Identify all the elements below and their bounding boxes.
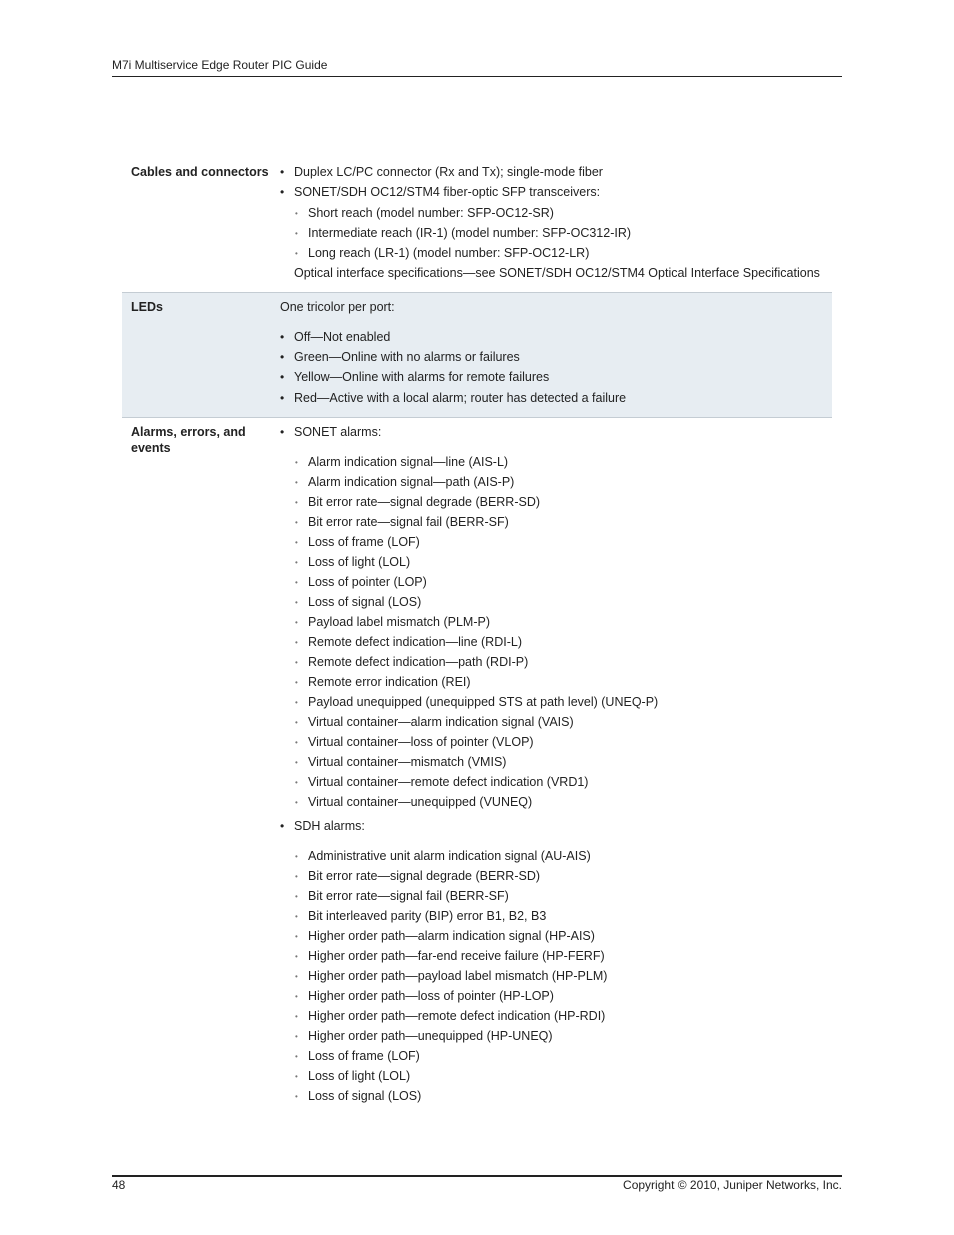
sub-list-item: • Long reach (LR-1) (model number: SFP-OC12-LR): [308, 245, 589, 261]
cables-label: Cables and connectors: [131, 165, 269, 179]
sonet-alarms-heading: • SONET alarms:: [294, 424, 381, 440]
sonet-alarm-item: • Payload unequipped (unequipped STS at path level) (UNEQ-P): [308, 694, 658, 710]
sonet-alarm-item: • Loss of light (LOL): [308, 554, 410, 570]
list-item: • Off—Not enabled: [294, 329, 390, 345]
sonet-alarm-item: • Payload label mismatch (PLM-P): [308, 614, 490, 630]
sub-list-item: • Intermediate reach (IR-1) (model number: SFP-OC312-IR): [308, 225, 631, 241]
running-header: M7i Multiservice Edge Router PIC Guide: [112, 58, 328, 72]
sdh-alarm-item: • Loss of signal (LOS): [308, 1088, 421, 1104]
sonet-alarm-item: • Virtual container—remote defect indication (VRD1): [308, 774, 588, 790]
sdh-alarm-item: • Administrative unit alarm indication signal (AU-AIS): [308, 848, 591, 864]
copyright-notice: Copyright © 2010, Juniper Networks, Inc.: [623, 1178, 842, 1192]
sonet-alarm-item: • Loss of signal (LOS): [308, 594, 421, 610]
sonet-alarm-item: • Virtual container—unequipped (VUNEQ): [308, 794, 532, 810]
cables-row: [122, 160, 832, 292]
list-item: • Red—Active with a local alarm; router has detected a failure: [294, 390, 626, 406]
sdh-alarm-item: • Higher order path—far-end receive failure (HP-FERF): [308, 948, 605, 964]
alarms-row: [122, 418, 832, 1108]
sdh-alarm-item: • Higher order path—alarm indication signal (HP-AIS): [308, 928, 595, 944]
sonet-alarm-item: • Virtual container—mismatch (VMIS): [308, 754, 506, 770]
page-number: 48: [112, 1178, 126, 1192]
sub-list-item: • Short reach (model number: SFP-OC12-SR): [308, 205, 554, 221]
sonet-alarm-item: • Remote defect indication—path (RDI-P): [308, 654, 528, 670]
list-item: • SONET/SDH OC12/STM4 fiber-optic SFP transceivers:: [294, 184, 600, 200]
alarms-label: [131, 424, 271, 456]
alarms-label-line1: Alarms, errors, and: [131, 425, 246, 439]
footer-divider: [112, 1175, 842, 1177]
sdh-alarm-item: • Loss of light (LOL): [308, 1068, 410, 1084]
leds-label: LEDs: [131, 300, 163, 314]
alarms-label-line2: events: [131, 441, 171, 455]
sdh-alarm-item: • Higher order path—payload label mismatch (HP-PLM): [308, 968, 607, 984]
sonet-alarm-item: • Loss of frame (LOF): [308, 534, 420, 550]
sonet-alarm-item: • Loss of pointer (LOP): [308, 574, 427, 590]
sonet-alarm-item: • Remote defect indication—line (RDI-L): [308, 634, 522, 650]
sdh-alarm-item: • Loss of frame (LOF): [308, 1048, 420, 1064]
sonet-alarm-item: • Virtual container—alarm indication signal (VAIS): [308, 714, 574, 730]
leds-row: [122, 292, 832, 418]
sonet-alarm-item: • Bit error rate—signal fail (BERR-SF): [308, 514, 509, 530]
list-item: • Yellow—Online with alarms for remote failures: [294, 369, 549, 385]
sdh-alarm-item: • Bit error rate—signal fail (BERR-SF): [308, 888, 509, 904]
header-divider: [112, 76, 842, 77]
sdh-alarm-item: • Bit interleaved parity (BIP) error B1, B2, B3: [308, 908, 546, 924]
sdh-alarm-item: • Higher order path—remote defect indication (HP-RDI): [308, 1008, 605, 1024]
sdh-alarm-item: • Higher order path—unequipped (HP-UNEQ): [308, 1028, 553, 1044]
sonet-alarm-item: • Remote error indication (REI): [308, 674, 471, 690]
sdh-alarm-item: • Bit error rate—signal degrade (BERR-SD): [308, 868, 540, 884]
list-item: • Duplex LC/PC connector (Rx and Tx); single-mode fiber: [294, 164, 603, 180]
sdh-alarm-item: • Higher order path—loss of pointer (HP-LOP): [308, 988, 554, 1004]
sonet-alarm-item: • Virtual container—loss of pointer (VLOP): [308, 734, 534, 750]
sonet-alarm-item: • Bit error rate—signal degrade (BERR-SD): [308, 494, 540, 510]
leds-intro: One tricolor per port:: [280, 300, 395, 314]
list-item: • Green—Online with no alarms or failures: [294, 349, 520, 365]
optical-spec-note: Optical interface specifications—see SONET/SDH OC12/STM4 Optical Interface Specifications: [294, 266, 820, 280]
sdh-alarms-heading: • SDH alarms:: [294, 818, 365, 834]
sonet-alarm-item: • Alarm indication signal—path (AIS-P): [308, 474, 514, 490]
sonet-alarm-item: • Alarm indication signal—line (AIS-L): [308, 454, 508, 470]
